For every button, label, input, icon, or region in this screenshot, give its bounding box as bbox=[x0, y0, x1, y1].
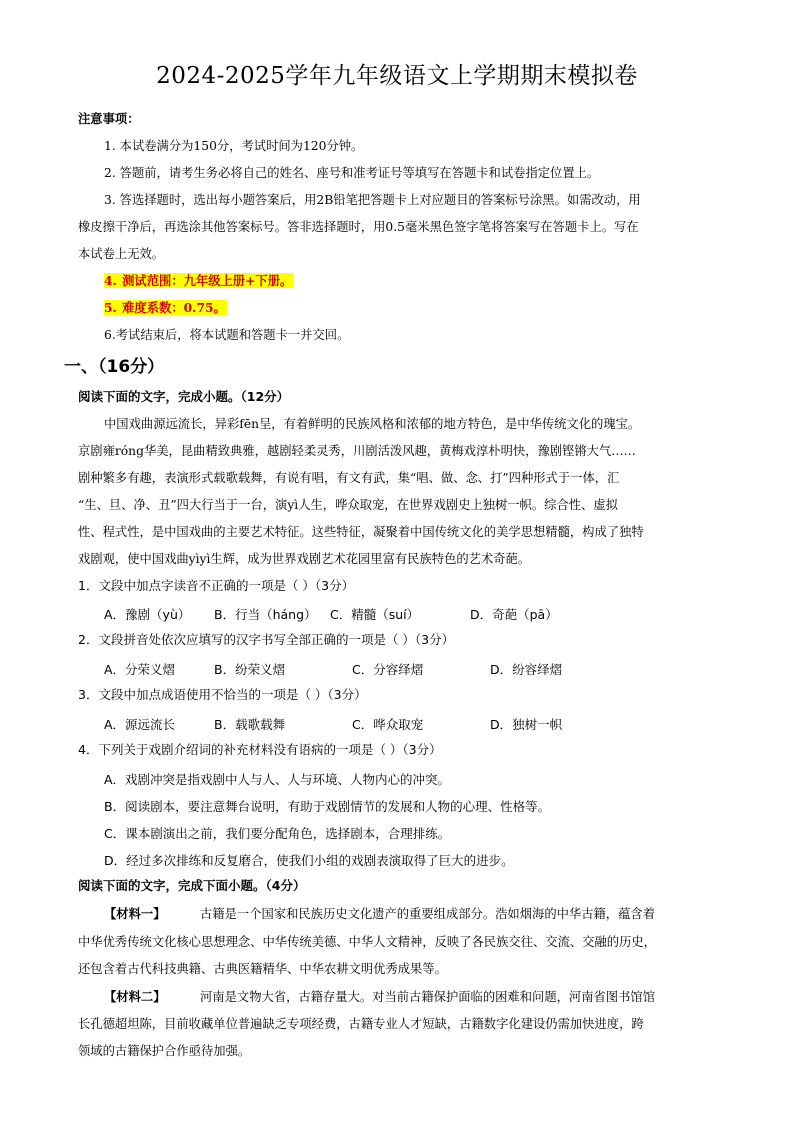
reading-heading-1: 阅读下面的文字，完成小题。（12分） bbox=[78, 389, 290, 404]
question-3-options bbox=[104, 715, 562, 733]
q3-option-a: A．源远流长 bbox=[104, 717, 176, 732]
q4-option-b: B．阅读剧本，要注意舞台说明，有助于戏剧情节的发展和人物的心理、性格等。 bbox=[104, 799, 551, 814]
question-4: 4．下列关于戏剧介绍词的补充材料没有语病的一项是（ ）（3分） bbox=[78, 742, 442, 757]
reading-heading-2: 阅读下面的文字，完成下面小题。（4分） bbox=[78, 878, 306, 893]
question-2: 2．文段拼音处依次应填写的汉字书写全部正确的一项是（ ）（3分） bbox=[78, 632, 455, 647]
q3-option-d: D．独树一帜 bbox=[490, 717, 563, 732]
notice-4-highlight: 测试范围：九年级上册+下册。 bbox=[122, 273, 293, 288]
q4-option-d: D．经过多次排练和反复磨合，使我们小组的戏剧表演取得了巨大的进步。 bbox=[104, 853, 514, 868]
notice-5-number: 5. bbox=[104, 300, 122, 315]
material-2-line-1 bbox=[104, 989, 718, 1005]
q4-option-c: C．课本剧演出之前，我们要分配角色，选择剧本，合理排练。 bbox=[104, 826, 451, 841]
passage-line-1: 中国戏曲源远流长，异彩fēn呈，有着鲜明的民族风格和浓郁的地方特色，是中华传统文化的瑰宝。 bbox=[104, 417, 641, 431]
question-3: 3．文段中加点成语使用不恰当的一项是（ ）（3分） bbox=[78, 687, 367, 702]
passage-line-5: 性、程式性，是中国戏曲的主要艺术特征。这些特征，凝聚着中国传统文化的美学思想精髓，构成了独特 bbox=[78, 525, 644, 539]
notice-item-3-cont: 橡皮擦干净后，再选涂其他答案标号。答非选择题时，用0.5毫米黑色签字笔将答案写在答题卡上。写在 bbox=[78, 220, 639, 234]
passage-line-4: “生、旦、净、丑”四大行当于一台，演yì人生，哗众取宠，在世界戏剧史上独树一帜。综合性、虚拟 bbox=[78, 498, 618, 512]
question-2-options bbox=[104, 660, 562, 678]
notice-item-4 bbox=[104, 273, 718, 289]
passage-line-2: 京剧雍róng华美，昆曲精致典雅，越剧轻柔灵秀，川剧活泼风趣，黄梅戏淳朴明快，豫剧铿锵大气…… bbox=[78, 444, 636, 458]
material-1-line-3: 还包含着古代科技典籍、古典医籍精华、中华农耕文明优秀成果等。 bbox=[78, 962, 447, 976]
q4-option-a: A．戏剧冲突是指戏剧中人与人、人与环境、人物内心的冲突。 bbox=[104, 772, 451, 787]
notice-item-1: 1. 本试卷满分为150分，考试时间为120分钟。 bbox=[104, 139, 364, 153]
passage-line-3: 剧种繁多有趣，表演形式载歌载舞，有说有唱，有文有武，集“唱、做、念、打”四种形式于一体，汇 bbox=[78, 471, 620, 485]
question-1: 1．文段中加点字读音不正确的一项是（ ）（3分） bbox=[78, 578, 355, 593]
q1-option-c: C．精髓（suí） bbox=[330, 607, 420, 622]
section-heading-1: 一、（16分） bbox=[64, 357, 165, 377]
q1-option-b: B．行当（háng） bbox=[214, 607, 317, 622]
notice-5-highlight: 难度系数：0.75。 bbox=[122, 300, 226, 315]
page-title: 2024-2025学年九年级语文上学期期末模拟卷 bbox=[156, 63, 638, 89]
material-2-label: 【材料二】 bbox=[104, 989, 166, 1004]
notice-item-6: 6.考试结束后，将本试题和答题卡一并交回。 bbox=[104, 328, 350, 342]
material-1-text: 古籍是一个国家和民族历史文化遗产的重要组成部分。浩如烟海的中华古籍，蕴含着 bbox=[200, 907, 655, 921]
notice-item-3-end: 本试卷上无效。 bbox=[78, 247, 165, 261]
question-1-options bbox=[104, 605, 558, 623]
q2-option-d: D．纷容绎熠 bbox=[490, 662, 563, 677]
notice-4-number: 4. bbox=[104, 273, 122, 288]
q2-option-c: C．分容绎熠 bbox=[352, 662, 424, 677]
q3-option-b: B．载歌载舞 bbox=[214, 717, 286, 732]
notice-item-3: 3. 答选择题时，选出每小题答案后，用2B铅笔把答题卡上对应题目的答案标号涂黑。如需改动，用 bbox=[104, 193, 641, 207]
notice-heading: 注意事项： bbox=[78, 111, 140, 126]
notice-item-2: 2. 答题前，请考生务必将自己的姓名、座号和准考证号等填写在答题卡和试卷指定位置上。 bbox=[104, 166, 600, 180]
material-1-line-2: 中华优秀传统文化核心思想理念、中华传统美德、中华人文精神，反映了各民族交往、交流、交融的历史， bbox=[78, 935, 656, 949]
material-1-label: 【材料一】 bbox=[104, 906, 166, 921]
material-2-line-2: 长孔德超坦陈，目前收藏单位普遍缺乏专项经费，古籍专业人才短缺，古籍数字化建设仍需加快进度，跨 bbox=[78, 1017, 644, 1031]
material-2-text: 河南是文物大省，古籍存量大。对当前古籍保护面临的困难和问题，河南省图书馆馆 bbox=[200, 990, 655, 1004]
q1-option-d: D．奇葩（pā） bbox=[470, 607, 558, 622]
material-1-line-1 bbox=[104, 906, 718, 922]
q3-option-c: C．哗众取宠 bbox=[352, 717, 424, 732]
notice-item-5 bbox=[104, 300, 718, 316]
material-2-line-3: 领域的古籍保护合作亟待加强。 bbox=[78, 1044, 251, 1058]
q2-option-a: A．分荣义熠 bbox=[104, 662, 176, 677]
q2-option-b: B．纷荣义熠 bbox=[214, 662, 286, 677]
passage-line-6: 戏剧观，使中国戏曲yìyì生辉，成为世界戏剧艺术花园里富有民族特色的艺术奇葩。 bbox=[78, 552, 531, 566]
q1-option-a: A．豫剧（yù） bbox=[104, 607, 191, 622]
